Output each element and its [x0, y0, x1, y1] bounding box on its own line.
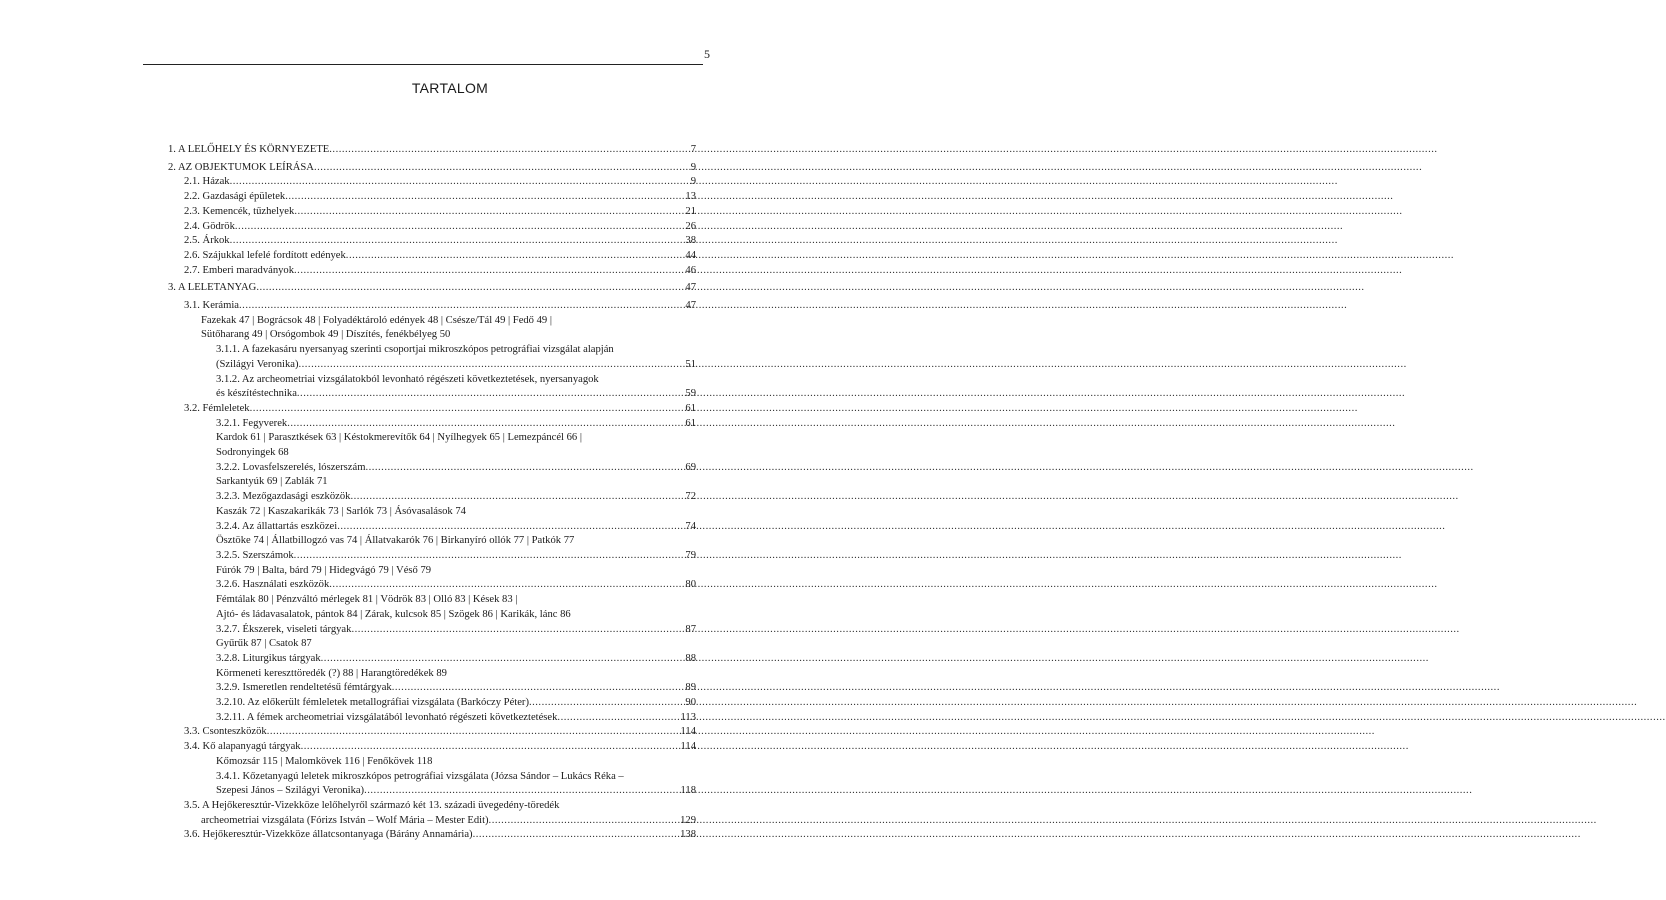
toc-subitems: Ajtó- és ládavasalatok, pántok 84 | Zárak, kulcsok 85 | Szögek 86 | Karikák, lánc 86: [216, 608, 571, 620]
toc-entry-title: 1. A LELŐHELY ÉS KÖRNYEZETE: [168, 144, 330, 155]
dot-leader: [256, 281, 685, 296]
dot-leader: [250, 402, 686, 417]
dot-leader: [314, 161, 691, 176]
dot-leader: [392, 681, 686, 696]
toc-title: TARTALOM: [411, 80, 489, 96]
dot-leader: [329, 578, 685, 593]
toc-entry: [168, 205, 696, 220]
toc-entry-page: 114: [680, 726, 696, 738]
toc-entry: [168, 417, 696, 432]
toc-entry-title: 2.6. Szájukkal lefelé fordított edények: [184, 249, 346, 261]
dot-leader: [489, 814, 681, 829]
toc-entry-title: 2.3. Kemencék, tűzhelyek: [184, 205, 295, 217]
toc-entry-title: 3.2.2. Lovasfelszerelés, lószerszám: [216, 461, 366, 473]
toc-entry-title: 3.2. Fémleletek: [184, 402, 250, 414]
toc-entry-page: 129: [680, 814, 696, 826]
toc-entry: [168, 190, 696, 205]
toc-entry-title: 2.1. Házak: [184, 176, 230, 188]
toc-entry-title: 3.2.11. A fémek archeometriai vizsgálatából levonható régészeti következtetések: [216, 711, 558, 723]
toc-subitems: Körmeneti kereszttöredék (?) 88 | Harangtöredékek 89: [216, 667, 447, 679]
toc-entry-page: 80: [685, 579, 696, 591]
toc-subitems: Sodronyingek 68: [216, 447, 289, 459]
dot-leader: [337, 520, 685, 535]
toc-entry: [168, 358, 696, 373]
toc-subitems: Fazekak 47 | Bográcsok 48 | Folyadéktároló edények 48 | Csésze/Tál 49 | Fedő 49 |: [201, 314, 552, 326]
toc-entry-title: 3.1.2. Az archeometriai vizsgálatokból levonható régészeti következtetések, nyersanyagok: [216, 373, 599, 385]
dot-leader: [235, 220, 686, 235]
toc-entry-title: és készítéstechnika: [216, 388, 297, 400]
toc-entry: [168, 264, 696, 279]
toc-entry: [168, 234, 696, 249]
toc-entry: [168, 549, 696, 564]
toc-entry-title: 2.4. Gödrök: [184, 220, 235, 232]
dot-leader: [364, 784, 680, 799]
dot-leader: [557, 711, 680, 726]
toc-entry: [168, 828, 696, 843]
dot-leader: [350, 490, 685, 505]
toc-entry: [168, 490, 696, 505]
dot-leader: [301, 740, 681, 755]
dot-leader: [351, 623, 685, 638]
toc-entry: [168, 681, 696, 696]
toc-entry-title: archeometriai vizsgálata (Fórizs István – Wolf Mária – Mester Edit): [201, 814, 489, 826]
toc-entry-page: 69: [685, 461, 696, 473]
toc-entry: [168, 652, 696, 667]
toc-subitems: Gyűrűk 87 | Csatok 87: [216, 638, 312, 650]
toc-entry-page: 21: [685, 205, 696, 217]
toc-entry-page: 74: [685, 520, 696, 532]
dot-leader: [294, 205, 685, 220]
toc-entry: [168, 696, 696, 711]
toc-entry: [168, 249, 696, 264]
dot-leader: [365, 461, 685, 476]
toc-entry: [168, 143, 696, 158]
dot-leader: [473, 828, 681, 843]
dot-leader: [321, 652, 686, 667]
toc-entry: [168, 520, 696, 535]
toc-subitems: Kaszák 72 | Kaszakarikák 73 | Sarlók 73 | Ásóvasalások 74: [216, 505, 466, 517]
toc-entry-page: 51: [685, 358, 696, 370]
dot-leader: [267, 725, 681, 740]
toc-entry-title: 3.2.8. Liturgikus tárgyak: [216, 652, 321, 664]
toc-entry-title: 2. AZ OBJEKTUMOK LEÍRÁSA: [168, 161, 314, 173]
toc-entry-title: 3.5. A Hejőkeresztúr-Vizekköze lelőhelyről származó két 13. századi üvegedény-töredék: [184, 799, 560, 811]
toc-entry-page: 46: [685, 264, 696, 276]
toc-entry-title: 3.2.9. Ismeretlen rendeltetésű fémtárgyak: [216, 682, 392, 694]
toc-entry-title: 3.6. Hejőkeresztúr-Vizekköze állatcsontanyaga (Bárány Annamária): [184, 829, 473, 841]
toc-entry-page: 61: [685, 417, 696, 429]
dot-leader: [285, 190, 685, 205]
toc-entry-title: 2.2. Gazdasági épületek: [184, 191, 286, 203]
toc-subitems: Fúrók 79 | Balta, bárd 79 | Hidegvágó 79 | Véső 79: [216, 564, 432, 576]
toc-entry: [168, 578, 696, 593]
toc-entry: [168, 220, 696, 235]
toc-entry: [168, 711, 696, 726]
toc-entry-title: (Szilágyi Veronika): [216, 358, 299, 370]
toc-subitems: Kőmozsár 115 | Malomkövek 116 | Fenőkövek 118: [216, 755, 433, 767]
toc-entry-page: 138: [680, 829, 696, 841]
toc-entry-title: 3.2.3. Mezőgazdasági eszközök: [216, 491, 351, 503]
toc-entry-title: 3. A LELETANYAG: [168, 282, 257, 294]
toc-entry: [168, 461, 696, 476]
toc-entry-title: 3.2.6. Használati eszközök: [216, 579, 330, 591]
toc-entry: [168, 161, 696, 176]
toc-entry-title: 2.7. Emberi maradványok: [184, 264, 295, 276]
toc-entry-title: Szepesi János – Szilágyi Veronika): [216, 785, 365, 797]
toc-entry-page: 114: [680, 741, 696, 753]
dot-leader: [294, 264, 685, 279]
toc-entry-page: 59: [685, 388, 696, 400]
toc-entry-title: 3.2.1. Fegyverek: [216, 417, 288, 429]
toc-entry: [168, 623, 696, 638]
toc-entry: [168, 784, 696, 799]
toc-entry-page: 61: [685, 402, 696, 414]
dot-leader: [298, 358, 685, 373]
toc-entry: [168, 175, 696, 190]
dot-leader: [230, 234, 686, 249]
toc-subitems: Sarkantyúk 69 | Zablák 71: [216, 476, 328, 488]
toc-entry-page: 89: [685, 682, 696, 694]
toc-subitems: Sütőharang 49 | Orsógombok 49 | Díszítés, fenékbélyeg 50: [201, 329, 451, 341]
toc-entry-page: 9: [690, 161, 696, 173]
toc-entry-page: 44: [685, 249, 696, 261]
dot-leader: [294, 549, 686, 564]
toc-entry-page: 26: [685, 220, 696, 232]
toc-entry-title: 3.2.4. Az állattartás eszközei: [216, 520, 338, 532]
dot-leader: [287, 417, 685, 432]
toc-entry-page: 88: [685, 652, 696, 664]
toc-entry-title: 3.2.10. Az előkerült fémleletek metallográfiai vizsgálata (Barkóczy Péter): [216, 697, 529, 709]
toc-entry: [168, 740, 696, 755]
toc-entry: [168, 387, 696, 402]
toc-entry: [168, 725, 696, 740]
toc-entry-page: 9: [690, 176, 696, 188]
dot-leader: [529, 696, 685, 711]
toc-entry: [168, 814, 696, 829]
toc-entry-page: 118: [680, 785, 696, 797]
toc-entry-title: 3.1. Kerámia: [184, 300, 240, 312]
dot-leader: [239, 299, 685, 314]
toc-entry: [168, 402, 696, 417]
toc-entry-page: 7: [690, 144, 696, 155]
toc-entry-title: 3.4. Kő alapanyagú tárgyak: [184, 741, 301, 753]
toc-entry-page: 47: [685, 300, 696, 312]
toc-entry-title: 3.2.5. Szerszámok: [216, 549, 294, 561]
dot-leader: [346, 249, 686, 264]
toc-entry: [168, 281, 696, 296]
toc-entry-page: 87: [685, 623, 696, 635]
toc-entry-page: 79: [685, 549, 696, 561]
toc-entry-page: 47: [685, 282, 696, 294]
toc-entry-page: 38: [685, 235, 696, 247]
dot-leader: [297, 387, 686, 402]
toc-entry-page: 113: [680, 711, 696, 723]
toc-entry-page: 90: [685, 697, 696, 709]
toc-entry-title: 3.3. Csonteszközök: [184, 726, 267, 738]
toc-entry-title: 3.1.1. A fazekasáru nyersanyag szerinti csoportjai mikroszkópos petrográfiai vizsgálat alapján: [216, 344, 614, 356]
page-number: 5: [704, 47, 710, 61]
toc-entry-title: 3.4.1. Kőzetanyagú leletek mikroszkópos petrográfiai vizsgálata (Józsa Sándor – Lukács Réka –: [216, 770, 624, 782]
toc-subitems: Fémtálak 80 | Pénzváltó mérlegek 81 | Vödrök 83 | Olló 83 | Kések 83 |: [216, 594, 518, 606]
header-rule: [143, 64, 703, 65]
toc-entry-title: 3.2.7. Ékszerek, viseleti tárgyak: [216, 623, 352, 635]
dot-leader: [230, 175, 691, 190]
dot-leader: [329, 143, 690, 158]
toc-subitems: Kardok 61 | Parasztkések 63 | Késtokmerevítők 64 | Nyílhegyek 65 | Lemezpáncél 66 |: [216, 432, 582, 444]
toc-entry: [168, 299, 696, 314]
toc-entry-page: 72: [685, 491, 696, 503]
toc-subitems: Ösztöke 74 | Állatbillogzó vas 74 | Állatvakarók 76 | Birkanyíró ollók 77 | Patkók 77: [216, 535, 575, 547]
toc-entry-title: 2.5. Árkok: [184, 235, 230, 247]
table-of-contents: [168, 143, 696, 843]
toc-entry-page: 13: [685, 191, 696, 203]
